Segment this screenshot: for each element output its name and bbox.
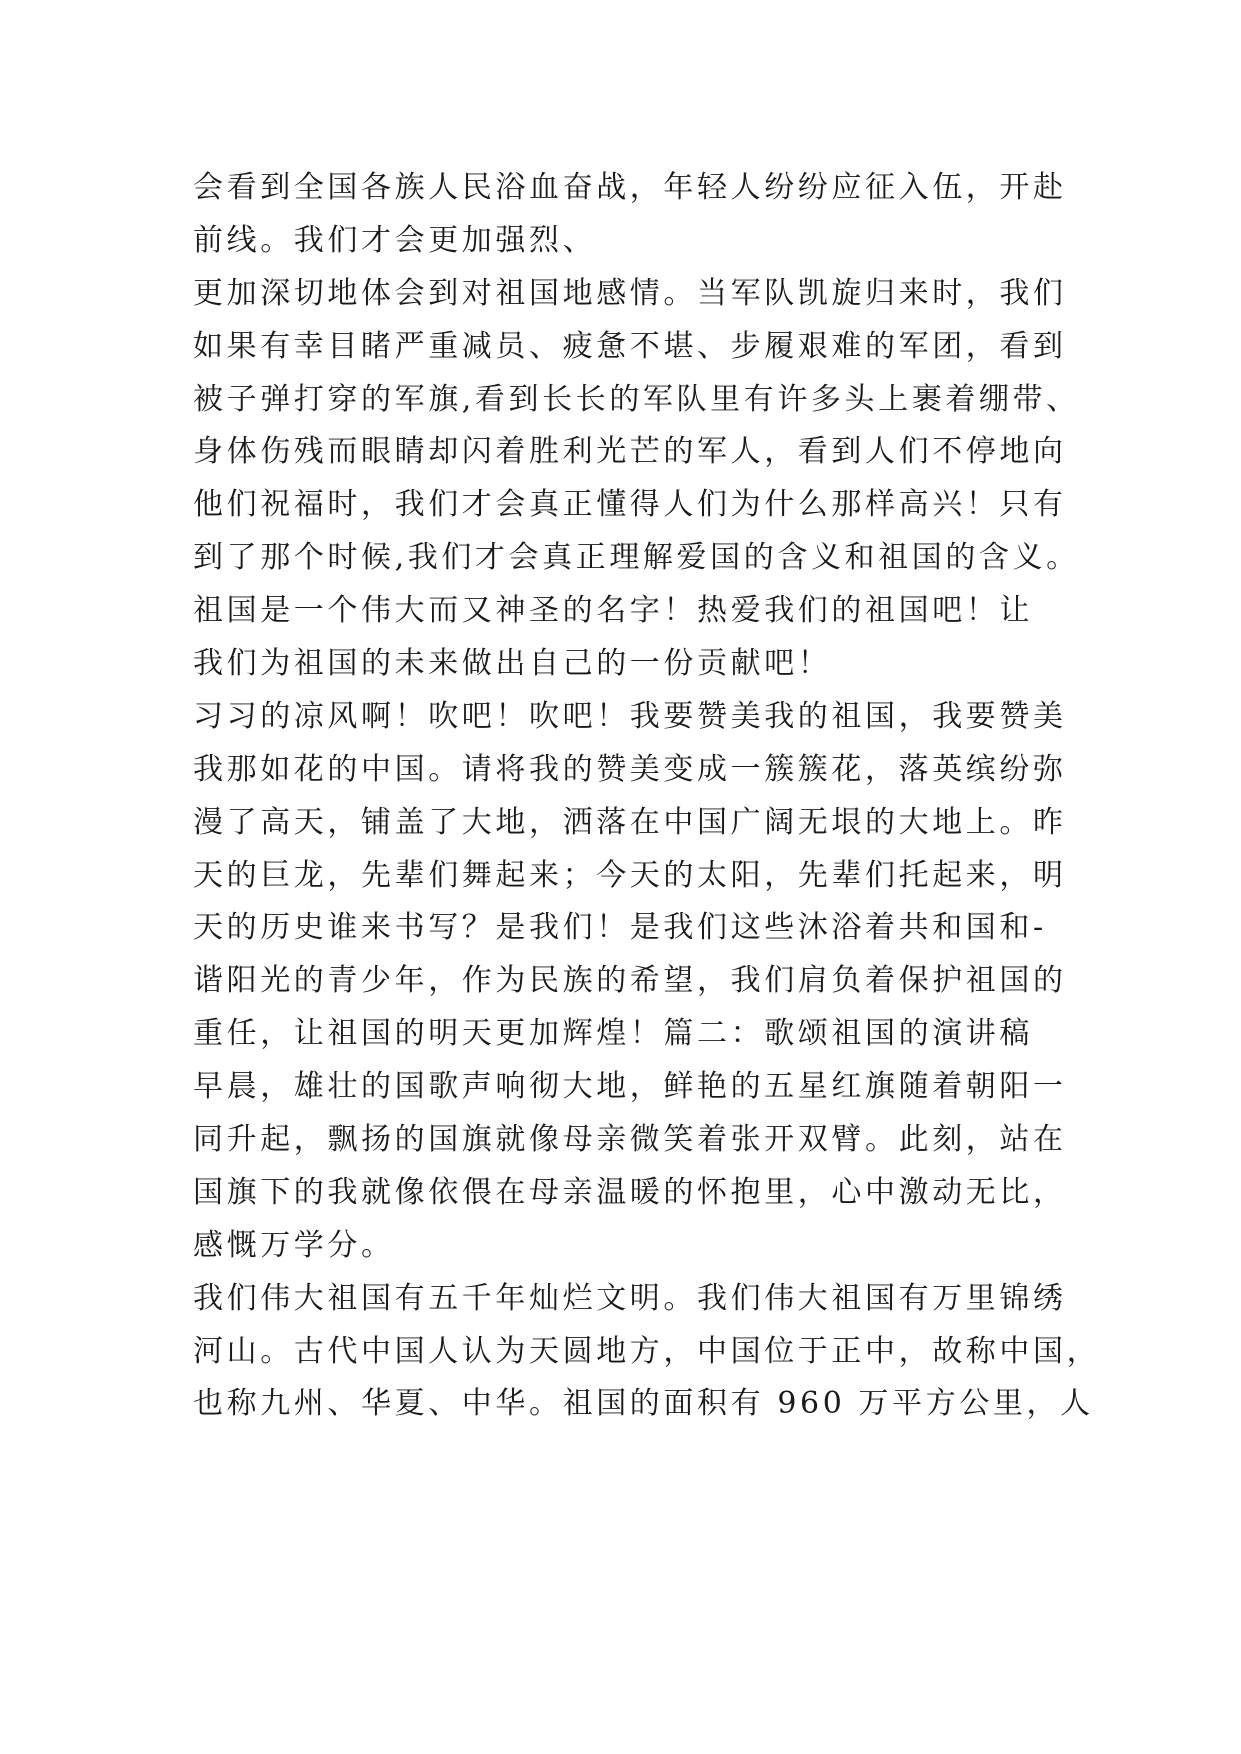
text-line: 谐阳光的青少年，作为民族的希望，我们肩负着保护祖国的 bbox=[193, 963, 1067, 999]
text-line: 我们为祖国的未来做出自己的一份贡献吧！ bbox=[193, 646, 832, 682]
text-line: 河山。古代中国人认为天圆地方，中国位于正中，故称中国， bbox=[193, 1333, 1101, 1369]
text-line: 到了那个时候,我们才会真正理解爱国的含义和祖国的含义。 bbox=[193, 540, 1080, 576]
text-line: 习习的凉风啊！吹吧！吹吧！我要赞美我的祖国，我要赞美 bbox=[193, 698, 1067, 734]
text-line: 重任，让祖国的明天更加辉煌！篇二：歌颂祖国的演讲稿 bbox=[193, 1016, 1033, 1052]
text-line: 同升起，飘扬的国旗就像母亲微笑着张开双臂。此刻，站在 bbox=[193, 1122, 1067, 1158]
text-line: 他们祝福时，我们才会真正懂得人们为什么那样高兴！只有 bbox=[193, 487, 1067, 523]
text-line: 更加深切地体会到对祖国地感情。当军队凯旋归来时，我们 bbox=[193, 275, 1067, 311]
text-line: 前线。我们才会更加强烈、 bbox=[193, 222, 597, 258]
body-text bbox=[193, 162, 1101, 1431]
text-line: 天的历史谁来书写？是我们！是我们这些沐浴着共和国和- bbox=[193, 910, 1047, 946]
text-line: 身体伤残而眼睛却闪着胜利光芒的军人，看到人们不停地向 bbox=[193, 434, 1067, 470]
text-line: 也称九州、华夏、中华。祖国的面积有 960 万平方公里，人 bbox=[193, 1386, 1094, 1422]
text-line: 国旗下的我就像依偎在母亲温暖的怀抱里，心中激动无比， bbox=[193, 1174, 1067, 1210]
text-line: 会看到全国各族人民浴血奋战，年轻人纷纷应征入伍，开赴 bbox=[193, 170, 1067, 205]
text-line: 天的巨龙，先辈们舞起来；今天的太阳，先辈们托起来，明 bbox=[193, 857, 1067, 893]
text-line: 如果有幸目睹严重减员、疲惫不堪、步履艰难的军团，看到 bbox=[193, 328, 1067, 364]
text-line: 我们伟大祖国有五千年灿烂文明。我们伟大祖国有万里锦绣 bbox=[193, 1280, 1067, 1316]
text-line: 我那如花的中国。请将我的赞美变成一簇簇花，落英缤纷弥 bbox=[193, 751, 1067, 787]
text-line: 被子弹打穿的军旗,看到长长的军队里有许多头上裹着绷带、 bbox=[193, 381, 1080, 417]
text-line: 漫了高天，铺盖了大地，洒落在中国广阔无垠的大地上。昨 bbox=[193, 804, 1067, 840]
text-line: 早晨，雄壮的国歌声响彻大地，鲜艳的五星红旗随着朝阳一 bbox=[193, 1069, 1067, 1105]
text-line: 感慨万学分。 bbox=[193, 1227, 395, 1263]
text-line: 祖国是一个伟大而又神圣的名字！热爱我们的祖国吧！让 bbox=[193, 593, 1033, 629]
